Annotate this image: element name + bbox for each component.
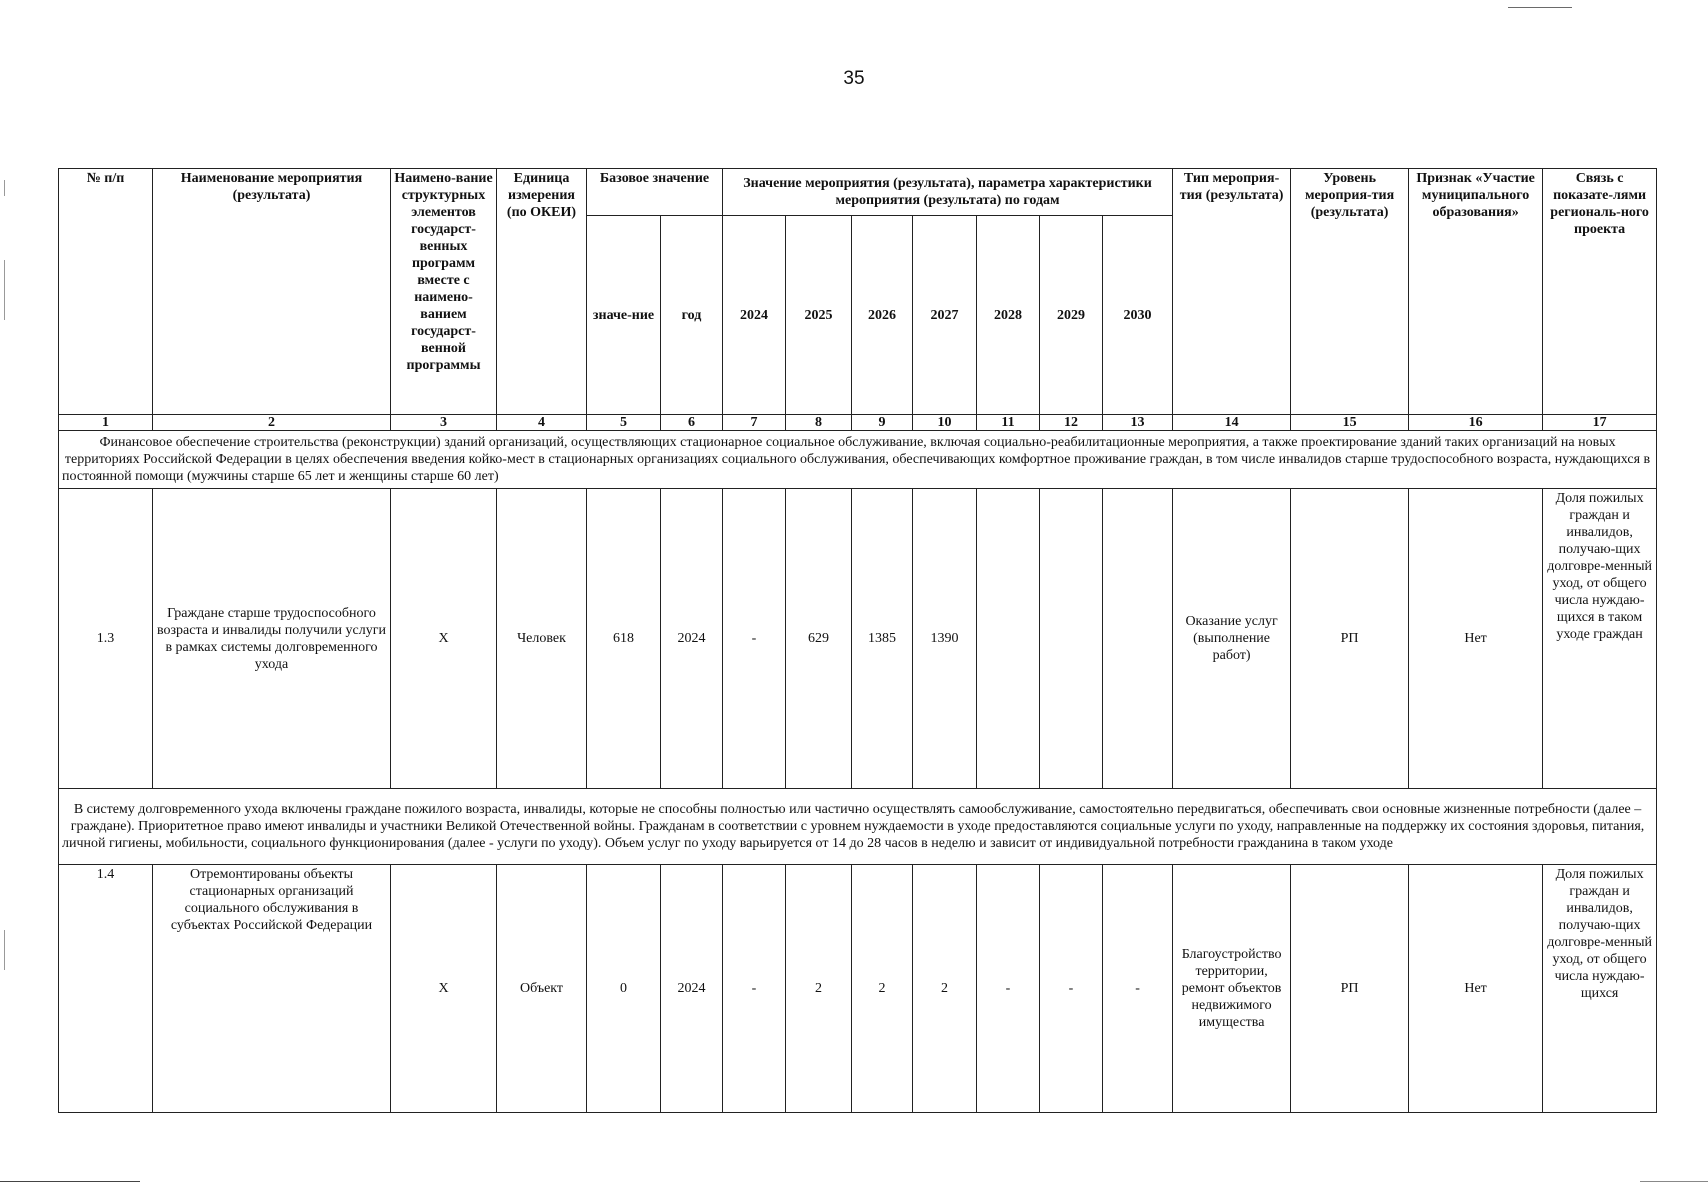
header-row [59, 169, 1657, 216]
header-struct: Наимено-вание структурных элементов государст-венных программ вместе с наимено-ванием государст-венной программы [391, 169, 497, 415]
page-number: 35 [843, 68, 865, 89]
scan-line-top [1508, 7, 1572, 8]
header-base-value: значе-ние [587, 216, 661, 415]
row-name: Граждане старше трудоспособного возраста и инвалиды получили услуги в рамках системы долговременного ухода [153, 489, 391, 789]
section-row [59, 431, 1657, 489]
header-num: № п/п [59, 169, 153, 415]
header-year-2025: 2025 [786, 216, 852, 415]
column-number: 8 [786, 415, 852, 431]
row-year-value [977, 489, 1040, 789]
column-number: 16 [1409, 415, 1543, 431]
row-level: РП [1291, 865, 1409, 1113]
header-sign: Признак «Участие муниципального образования» [1409, 169, 1543, 415]
column-numbers-row [59, 415, 1657, 431]
column-number: 4 [497, 415, 587, 431]
row-sign: Нет [1409, 865, 1543, 1113]
header-values: Значение мероприятия (результата), параметра характеристики мероприятия (результата) по годам [723, 169, 1173, 216]
row-year-value [1103, 489, 1173, 789]
row-level: РП [1291, 489, 1409, 789]
row-year-value: 2 [786, 865, 852, 1113]
row-link: Доля пожилых граждан и инвалидов, получаю-щих долговре-менный уход, от общего числа нуждаю-щихся [1543, 865, 1657, 1113]
table-row [59, 489, 1657, 789]
row-unit: Человек [497, 489, 587, 789]
row-year-value: - [723, 489, 786, 789]
section-title: Финансовое обеспечение строительства (реконструкции) зданий организаций, осуществляющих стационарное социальное обслуживание, включая социально-реабилитационные мероприятия, а также проектирование зданий таких организаций на новых территориях Российской Федерации в целях обеспечения введения койко-мест в стационарных организациях социального обслуживания, обеспечивающих комфортное проживание граждан, в том числе инвалидов старше трудоспособного возраста, нуждающихся в постоянной помощи (мужчины старше 65 лет и женщины старше 60 лет) [59, 431, 1657, 489]
row-base-value: 0 [587, 865, 661, 1113]
header-type: Тип мероприя-тия (результата) [1173, 169, 1291, 415]
column-number: 14 [1173, 415, 1291, 431]
program-table [58, 168, 1657, 1113]
column-number: 11 [977, 415, 1040, 431]
row-type: Благоустройство территории, ремонт объектов недвижимого имущества [1173, 865, 1291, 1113]
row-year-value: 1385 [852, 489, 913, 789]
row-year-value [1040, 489, 1103, 789]
scan-line-bottom [0, 1181, 140, 1182]
row-year-value: - [977, 865, 1040, 1113]
header-level: Уровень мероприя-тия (результата) [1291, 169, 1409, 415]
column-number: 15 [1291, 415, 1409, 431]
header-unit: Единица измерения (по ОКЕИ) [497, 169, 587, 415]
row-base-year: 2024 [661, 865, 723, 1113]
column-number: 13 [1103, 415, 1173, 431]
row-unit: Объект [497, 865, 587, 1113]
row-year-value: 629 [786, 489, 852, 789]
column-number: 17 [1543, 415, 1657, 431]
header-year-2026: 2026 [852, 216, 913, 415]
column-number: 6 [661, 415, 723, 431]
row-base-year: 2024 [661, 489, 723, 789]
column-number: 5 [587, 415, 661, 431]
column-number: 12 [1040, 415, 1103, 431]
row-year-value: 2 [913, 865, 977, 1113]
header-year-2028: 2028 [977, 216, 1040, 415]
header-year-2027: 2027 [913, 216, 977, 415]
column-number: 3 [391, 415, 497, 431]
column-number: 1 [59, 415, 153, 431]
row-num: 1.3 [59, 489, 153, 789]
header-link: Связь с показате-лями региональ-ного проекта [1543, 169, 1657, 415]
row-year-value: - [723, 865, 786, 1113]
header-name: Наименование мероприятия (результата) [153, 169, 391, 415]
header-year-2024: 2024 [723, 216, 786, 415]
row-struct: Х [391, 489, 497, 789]
column-number: 7 [723, 415, 786, 431]
row-base-value: 618 [587, 489, 661, 789]
note-row [59, 789, 1657, 865]
header-base: Базовое значение [587, 169, 723, 216]
table-row [59, 865, 1657, 1113]
margin-mark [4, 180, 5, 196]
row-year-value: - [1103, 865, 1173, 1113]
row-struct: Х [391, 865, 497, 1113]
note-text: В систему долговременного ухода включены граждане пожилого возраста, инвалиды, которые не способны полностью или частично осуществлять самообслуживание, самостоятельно передвигаться, обеспечивать свои основные жизненные потребности (далее – граждане). Приоритетное право имеют инвалиды и участники Великой Отечественной войны. Гражданам в соответствии с уровнем нуждаемости в уходе предоставляются социальные услуги по уходу, направленные на поддержку их состояния здоровья, питания, личной гигиены, мобильности, социального функционирования (далее - услуги по уходу). Объем услуг по уходу варьируется от 14 до 28 часов в неделю и зависит от индивидуальной потребности гражданина в таком уходе [59, 789, 1657, 865]
column-number: 9 [852, 415, 913, 431]
row-year-value: 2 [852, 865, 913, 1113]
row-year-value: 1390 [913, 489, 977, 789]
header-year-2029: 2029 [1040, 216, 1103, 415]
row-name: Отремонтированы объекты стационарных организаций социального обслуживания в субъектах Российской Федерации [153, 865, 391, 1113]
header-base-year: год [661, 216, 723, 415]
row-num: 1.4 [59, 865, 153, 1113]
scan-line-bottom [1640, 1181, 1708, 1182]
row-type: Оказание услуг (выполнение работ) [1173, 489, 1291, 789]
row-year-value: - [1040, 865, 1103, 1113]
row-sign: Нет [1409, 489, 1543, 789]
column-number: 10 [913, 415, 977, 431]
row-link: Доля пожилых граждан и инвалидов, получаю-щих долговре-менный уход, от общего числа нуждаю-щихся в таком уходе граждан [1543, 489, 1657, 789]
margin-mark [4, 930, 5, 970]
column-number: 2 [153, 415, 391, 431]
header-year-2030: 2030 [1103, 216, 1173, 415]
margin-mark [4, 260, 5, 320]
